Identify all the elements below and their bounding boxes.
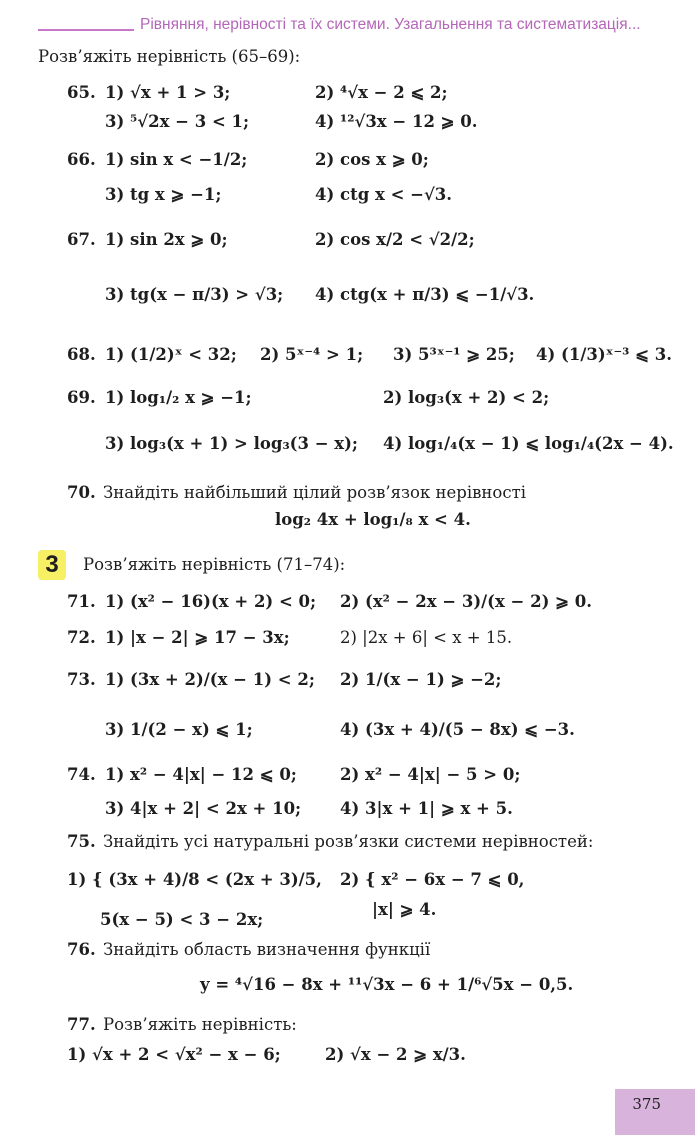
item: 2) log₃(x + 2) < 2; — [383, 388, 550, 407]
system-2-line-1: 2) { x² − 6x − 7 ⩽ 0, — [340, 870, 525, 889]
page-number: 375 — [632, 1095, 661, 1113]
item: 1) (1/2)ˣ < 32; — [105, 345, 237, 364]
problem-number: 76. — [67, 940, 96, 959]
item: 1) sin x < −1/2; — [105, 150, 248, 169]
item: 3) ⁵√2x − 3 < 1; — [105, 112, 250, 131]
formula: log₂ 4x + log₁/₈ x < 4. — [275, 510, 471, 529]
item: 3) 5³ˣ⁻¹ ⩾ 25; — [393, 345, 515, 364]
item: 1) √x + 2 < √x² − x − 6; — [67, 1045, 281, 1064]
item: 1) (3x + 2)/(x − 1) < 2; — [105, 670, 315, 689]
item: 4) ctg x < −√3. — [315, 185, 453, 204]
problem-number: 73. — [67, 670, 96, 689]
item: 1) (x² − 16)(x + 2) < 0; — [105, 592, 317, 611]
problem-text: Розв’яжіть нерівність: — [103, 1015, 297, 1034]
formula: y = ⁴√16 − 8x + ¹¹√3x − 6 + 1/⁶√5x − 0,5. — [200, 975, 574, 994]
item: 1) x² − 4|x| − 12 ⩽ 0; — [105, 765, 297, 784]
intro-71-74: Розв’яжіть нерівність (71–74): — [83, 555, 346, 574]
item: 1) |x − 2| ⩾ 17 − 3x; — [105, 628, 290, 647]
item: 3) tg(x − π/3) > √3; — [105, 285, 284, 304]
problem-number: 68. — [67, 345, 96, 364]
item: 3) log₃(x + 1) > log₃(3 − x); — [105, 434, 359, 453]
problem-text: Знайдіть область визначення функції — [103, 940, 431, 959]
item: 4) (3x + 4)/(5 − 8x) ⩽ −3. — [340, 720, 575, 739]
item: 3) 1/(2 − x) ⩽ 1; — [105, 720, 253, 739]
item: 3) 4|x + 2| < 2x + 10; — [105, 799, 302, 818]
problem-number: 75. — [67, 832, 96, 851]
system-1-line-2: 5(x − 5) < 3 − 2x; — [100, 910, 264, 929]
problem-number: 66. — [67, 150, 96, 169]
problem-number: 69. — [67, 388, 96, 407]
item: 2) x² − 4|x| − 5 > 0; — [340, 765, 521, 784]
item: 4) ¹²√3x − 12 ⩾ 0. — [315, 112, 478, 131]
problem-number: 71. — [67, 592, 96, 611]
system-1-line-1: 1) { (3x + 4)/8 < (2x + 3)/5, — [67, 870, 322, 889]
item: 2) 5ˣ⁻⁴ > 1; — [260, 345, 364, 364]
problem-number: 65. — [67, 83, 96, 102]
header-rule — [38, 29, 134, 31]
item: 2) √x − 2 ⩾ x/3. — [325, 1045, 466, 1064]
item: 2) cos x/2 < √2/2; — [315, 230, 475, 249]
problem-number: 72. — [67, 628, 96, 647]
item: 4) 3|x + 1| ⩾ x + 5. — [340, 799, 513, 818]
item: 2) |2x + 6| < x + 15. — [340, 628, 513, 647]
item: 2) 1/(x − 1) ⩾ −2; — [340, 670, 502, 689]
item: 2) (x² − 2x − 3)/(x − 2) ⩾ 0. — [340, 592, 592, 611]
item: 1) sin 2x ⩾ 0; — [105, 230, 228, 249]
item: 4) (1/3)ˣ⁻³ ⩽ 3. — [536, 345, 672, 364]
item: 2) ⁴√x − 2 ⩽ 2; — [315, 83, 448, 102]
problem-number: 74. — [67, 765, 96, 784]
item: 4) log₁/₄(x − 1) ⩽ log₁/₄(2x − 4). — [383, 434, 674, 453]
system-2-line-2: |x| ⩾ 4. — [372, 900, 437, 919]
item: 1) log₁/₂ x ⩾ −1; — [105, 388, 252, 407]
problem-text: Знайдіть усі натуральні розв’язки системи нерівностей: — [103, 832, 594, 851]
problem-number: 70. — [67, 483, 96, 502]
item: 3) tg x ⩾ −1; — [105, 185, 222, 204]
problem-number: 77. — [67, 1015, 96, 1034]
item: 1) √x + 1 > 3; — [105, 83, 231, 102]
level-badge: 3 — [38, 550, 66, 580]
running-header: Рівняння, нерівності та їх системи. Узагальнення та систематизація... — [140, 16, 641, 33]
item: 4) ctg(x + π/3) ⩽ −1/√3. — [315, 285, 535, 304]
problem-number: 67. — [67, 230, 96, 249]
problem-text: Знайдіть найбільший цілий розв’язок нерівності — [103, 483, 526, 502]
intro-65-69: Розв’яжіть нерівність (65–69): — [38, 47, 301, 66]
item: 2) cos x ⩾ 0; — [315, 150, 429, 169]
